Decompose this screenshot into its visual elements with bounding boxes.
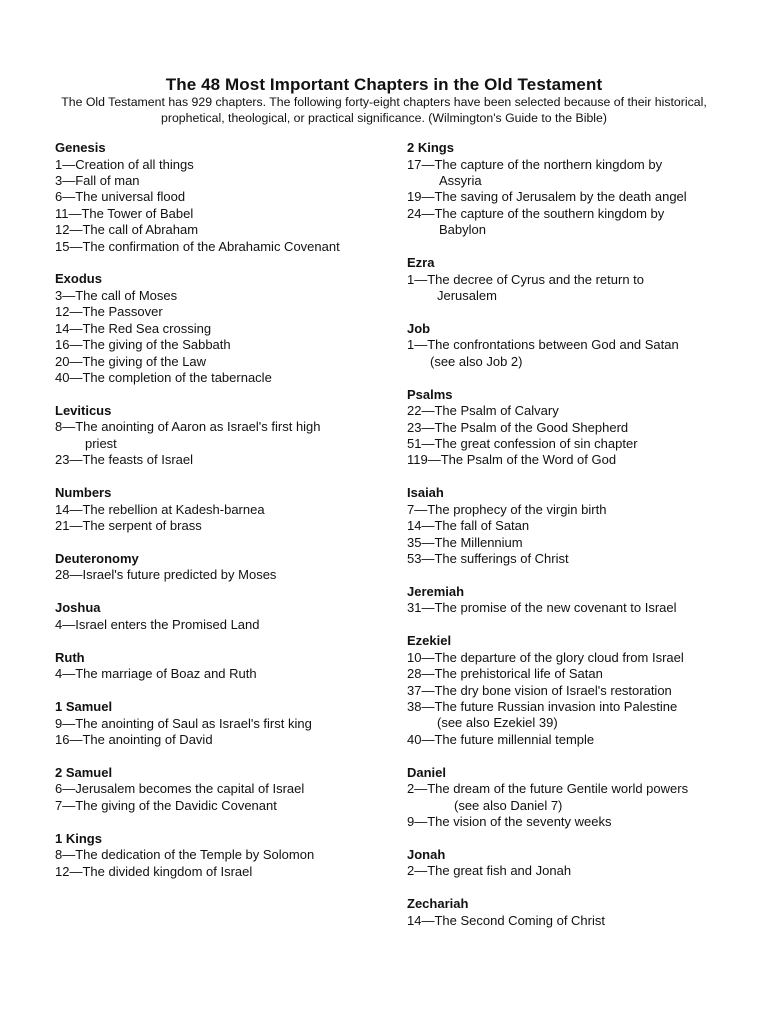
chapter-entry [55, 798, 385, 814]
chapter-entry-text: 17—The capture of the northern kingdom by [407, 156, 663, 172]
chapter-entry-text: 28—Israel's future predicted by Moses [55, 567, 277, 583]
book-section-joshua [55, 600, 385, 633]
chapter-entry [55, 567, 385, 583]
chapter-entry-text: 31—The promise of the new covenant to Israel [407, 600, 677, 616]
book-section-leviticus [55, 403, 385, 469]
chapter-entry-text: 6—The universal flood [55, 189, 186, 205]
chapter-entry-text: 24—The capture of the southern kingdom by [407, 205, 665, 221]
chapter-entry-text: 14—The fall of Satan [407, 518, 530, 534]
chapter-entry [55, 452, 385, 468]
book-name: 1 Samuel [55, 699, 113, 715]
chapter-entry [407, 420, 737, 436]
book-section-2-kings [407, 140, 737, 239]
chapter-entry [55, 321, 385, 337]
chapter-entry-continuation: (see also Job 2) [430, 353, 523, 369]
chapter-entry [407, 683, 737, 699]
chapter-entry [407, 436, 737, 452]
book-section-1-kings [55, 831, 385, 880]
chapter-entry-text: 19—The saving of Jerusalem by the death angel [407, 189, 687, 205]
book-name: 2 Samuel [55, 764, 113, 780]
book-section-ruth [55, 650, 385, 683]
chapter-entry-text: 2—The great fish and Jonah [407, 863, 572, 879]
book-name: Ezekiel [407, 633, 452, 649]
chapter-entry [407, 206, 737, 239]
chapter-entry [55, 337, 385, 353]
chapter-entry-continuation: Babylon [439, 222, 486, 238]
book-name: Exodus [55, 271, 102, 287]
chapter-entry [407, 863, 737, 879]
chapter-entry-text: 22—The Psalm of Calvary [407, 403, 559, 419]
chapter-entry-text: 7—The giving of the Davidic Covenant [55, 797, 277, 813]
chapter-entry-text: 16—The giving of the Sabbath [55, 337, 231, 353]
chapter-entry-continuation: Jerusalem [437, 287, 497, 303]
chapter-entry [407, 666, 737, 682]
book-section-daniel [407, 765, 737, 831]
chapter-entry [55, 304, 385, 320]
chapter-entry [407, 600, 737, 616]
chapter-entry [407, 781, 737, 814]
chapter-entry [407, 452, 737, 468]
chapter-entry [407, 650, 737, 666]
chapter-entry-continuation: Assyria [439, 172, 482, 188]
chapter-entry [407, 535, 737, 551]
book-section-isaiah [407, 485, 737, 567]
chapter-entry-text: 23—The feasts of Israel [55, 452, 194, 468]
chapter-entry-text: 14—The Second Coming of Christ [407, 912, 605, 928]
chapter-entry [407, 502, 737, 518]
chapter-entry-text: 1—Creation of all things [55, 156, 194, 172]
chapter-entry [407, 272, 737, 305]
chapter-entry-text: 37—The dry bone vision of Israel's restoration [407, 682, 672, 698]
chapter-entry [55, 370, 385, 386]
chapter-entry [55, 222, 385, 238]
book-name: Jonah [407, 846, 446, 862]
book-name: Joshua [55, 600, 101, 616]
book-name: Daniel [407, 764, 447, 780]
book-name: Ruth [55, 649, 85, 665]
chapter-entry [407, 403, 737, 419]
chapter-entry-text: 8—The anointing of Aaron as Israel's first high [55, 419, 321, 435]
chapter-entry-continuation: (see also Ezekiel 39) [437, 715, 558, 731]
book-name: 2 Kings [407, 140, 454, 155]
chapter-entry [55, 864, 385, 880]
chapter-entry [407, 157, 737, 190]
chapter-entry-text: 40—The completion of the tabernacle [55, 369, 272, 385]
book-name: Leviticus [55, 402, 112, 418]
book-name: Job [407, 320, 431, 336]
book-section-jeremiah [407, 584, 737, 617]
chapter-entry-text: 20—The giving of the Law [55, 353, 207, 369]
book-section-ezekiel [407, 633, 737, 748]
chapter-entry-text: 12—The divided kingdom of Israel [55, 863, 253, 879]
book-name: Isaiah [407, 485, 444, 501]
chapter-entry [55, 354, 385, 370]
chapter-entry [55, 666, 385, 682]
book-section-jonah [407, 847, 737, 880]
chapter-entry [55, 716, 385, 732]
right-column [407, 140, 737, 946]
left-column [55, 140, 385, 897]
book-name: Numbers [55, 485, 112, 501]
chapter-entry [55, 781, 385, 797]
chapter-entry [55, 518, 385, 534]
book-name: Ezra [407, 255, 435, 271]
chapter-entry-text: 119—The Psalm of the Word of God [407, 452, 617, 468]
book-section-deuteronomy [55, 551, 385, 584]
page-title: The 48 Most Important Chapters in the Old Testament [165, 75, 603, 94]
chapter-entry-text: 12—The Passover [55, 304, 163, 320]
chapter-entry [55, 502, 385, 518]
chapter-entry-text: 2—The dream of the future Gentile world powers [407, 781, 689, 797]
chapter-entry-text: 9—The anointing of Saul as Israel's first king [55, 715, 312, 731]
chapter-entry-text: 35—The Millennium [407, 534, 523, 550]
chapter-entry [55, 189, 385, 205]
book-section-ezra [407, 255, 737, 304]
chapter-entry [407, 913, 737, 929]
chapter-entry [55, 419, 385, 452]
chapter-entry [55, 847, 385, 863]
chapter-entry-text: 23—The Psalm of the Good Shepherd [407, 419, 629, 435]
chapter-entry [55, 206, 385, 222]
chapter-entry-text: 51—The great confession of sin chapter [407, 435, 638, 451]
chapter-entry [407, 337, 737, 370]
book-name: Genesis [55, 140, 106, 155]
chapter-entry-text: 38—The future Russian invasion into Palestine [407, 699, 678, 715]
chapter-entry-text: 10—The departure of the glory cloud from Israel [407, 649, 684, 665]
chapter-entry-text: 15—The confirmation of the Abrahamic Covenant [55, 238, 340, 254]
chapter-entry-text: 3—Fall of man [55, 172, 140, 188]
chapter-entry [55, 617, 385, 633]
intro-paragraph: The Old Testament has 929 chapters. The following forty-eight chapters have been selected because of their historical, prophetical, theological, or practical significance. (Wilmington's Guide to the Bible) [61, 95, 707, 125]
book-section-job [407, 321, 737, 370]
book-section-exodus [55, 271, 385, 386]
book-section-2-samuel [55, 765, 385, 814]
book-name: Psalms [407, 386, 453, 402]
chapter-entry-text: 7—The prophecy of the virgin birth [407, 501, 607, 517]
book-name: Deuteronomy [55, 550, 139, 566]
chapter-entry [407, 732, 737, 748]
chapter-entry [55, 239, 385, 255]
book-section-psalms [407, 387, 737, 469]
chapter-entry-text: 4—Israel enters the Promised Land [55, 616, 260, 632]
book-section-numbers [55, 485, 385, 534]
chapter-entry-text: 53—The sufferings of Christ [407, 551, 569, 566]
chapter-entry [407, 189, 737, 205]
chapter-entry-continuation: (see also Daniel 7) [454, 797, 563, 813]
chapter-entry-text: 40—The future millennial temple [407, 731, 595, 747]
chapter-entry [407, 551, 737, 567]
chapter-entry-text: 3—The call of Moses [55, 287, 178, 303]
chapter-entry-text: 9—The vision of the seventy weeks [407, 814, 612, 830]
chapter-entry-text: 6—Jerusalem becomes the capital of Israel [55, 781, 305, 797]
chapter-entry [55, 732, 385, 748]
book-name: Zechariah [407, 896, 469, 912]
chapter-entry-text: 28—The prehistorical life of Satan [407, 666, 603, 682]
chapter-entry-text: 14—The Red Sea crossing [55, 320, 212, 336]
chapter-entry-text: 21—The serpent of brass [55, 518, 202, 533]
chapter-entry [407, 814, 737, 830]
book-section-zechariah [407, 896, 737, 929]
chapter-entry-text: 8—The dedication of the Temple by Solomon [55, 847, 315, 863]
chapter-entry [407, 518, 737, 534]
chapter-entry-continuation: priest [85, 435, 117, 451]
chapter-entry [55, 157, 385, 173]
chapter-entry-text: 11—The Tower of Babel [55, 205, 194, 221]
book-name: Jeremiah [407, 583, 465, 599]
chapter-entry-text: 4—The marriage of Boaz and Ruth [55, 666, 257, 682]
chapter-entry [55, 173, 385, 189]
chapter-entry [407, 699, 737, 732]
chapter-entry-text: 12—The call of Abraham [55, 222, 199, 238]
book-name: 1 Kings [55, 830, 102, 846]
book-section-genesis [55, 140, 385, 255]
chapter-entry-text: 14—The rebellion at Kadesh-barnea [55, 501, 265, 517]
chapter-entry-text: 1—The confrontations between God and Satan [407, 337, 679, 353]
chapter-entry-text: 1—The decree of Cyrus and the return to [407, 271, 645, 287]
chapter-entry [55, 288, 385, 304]
book-section-1-samuel [55, 699, 385, 748]
chapter-entry-text: 16—The anointing of David [55, 732, 213, 748]
